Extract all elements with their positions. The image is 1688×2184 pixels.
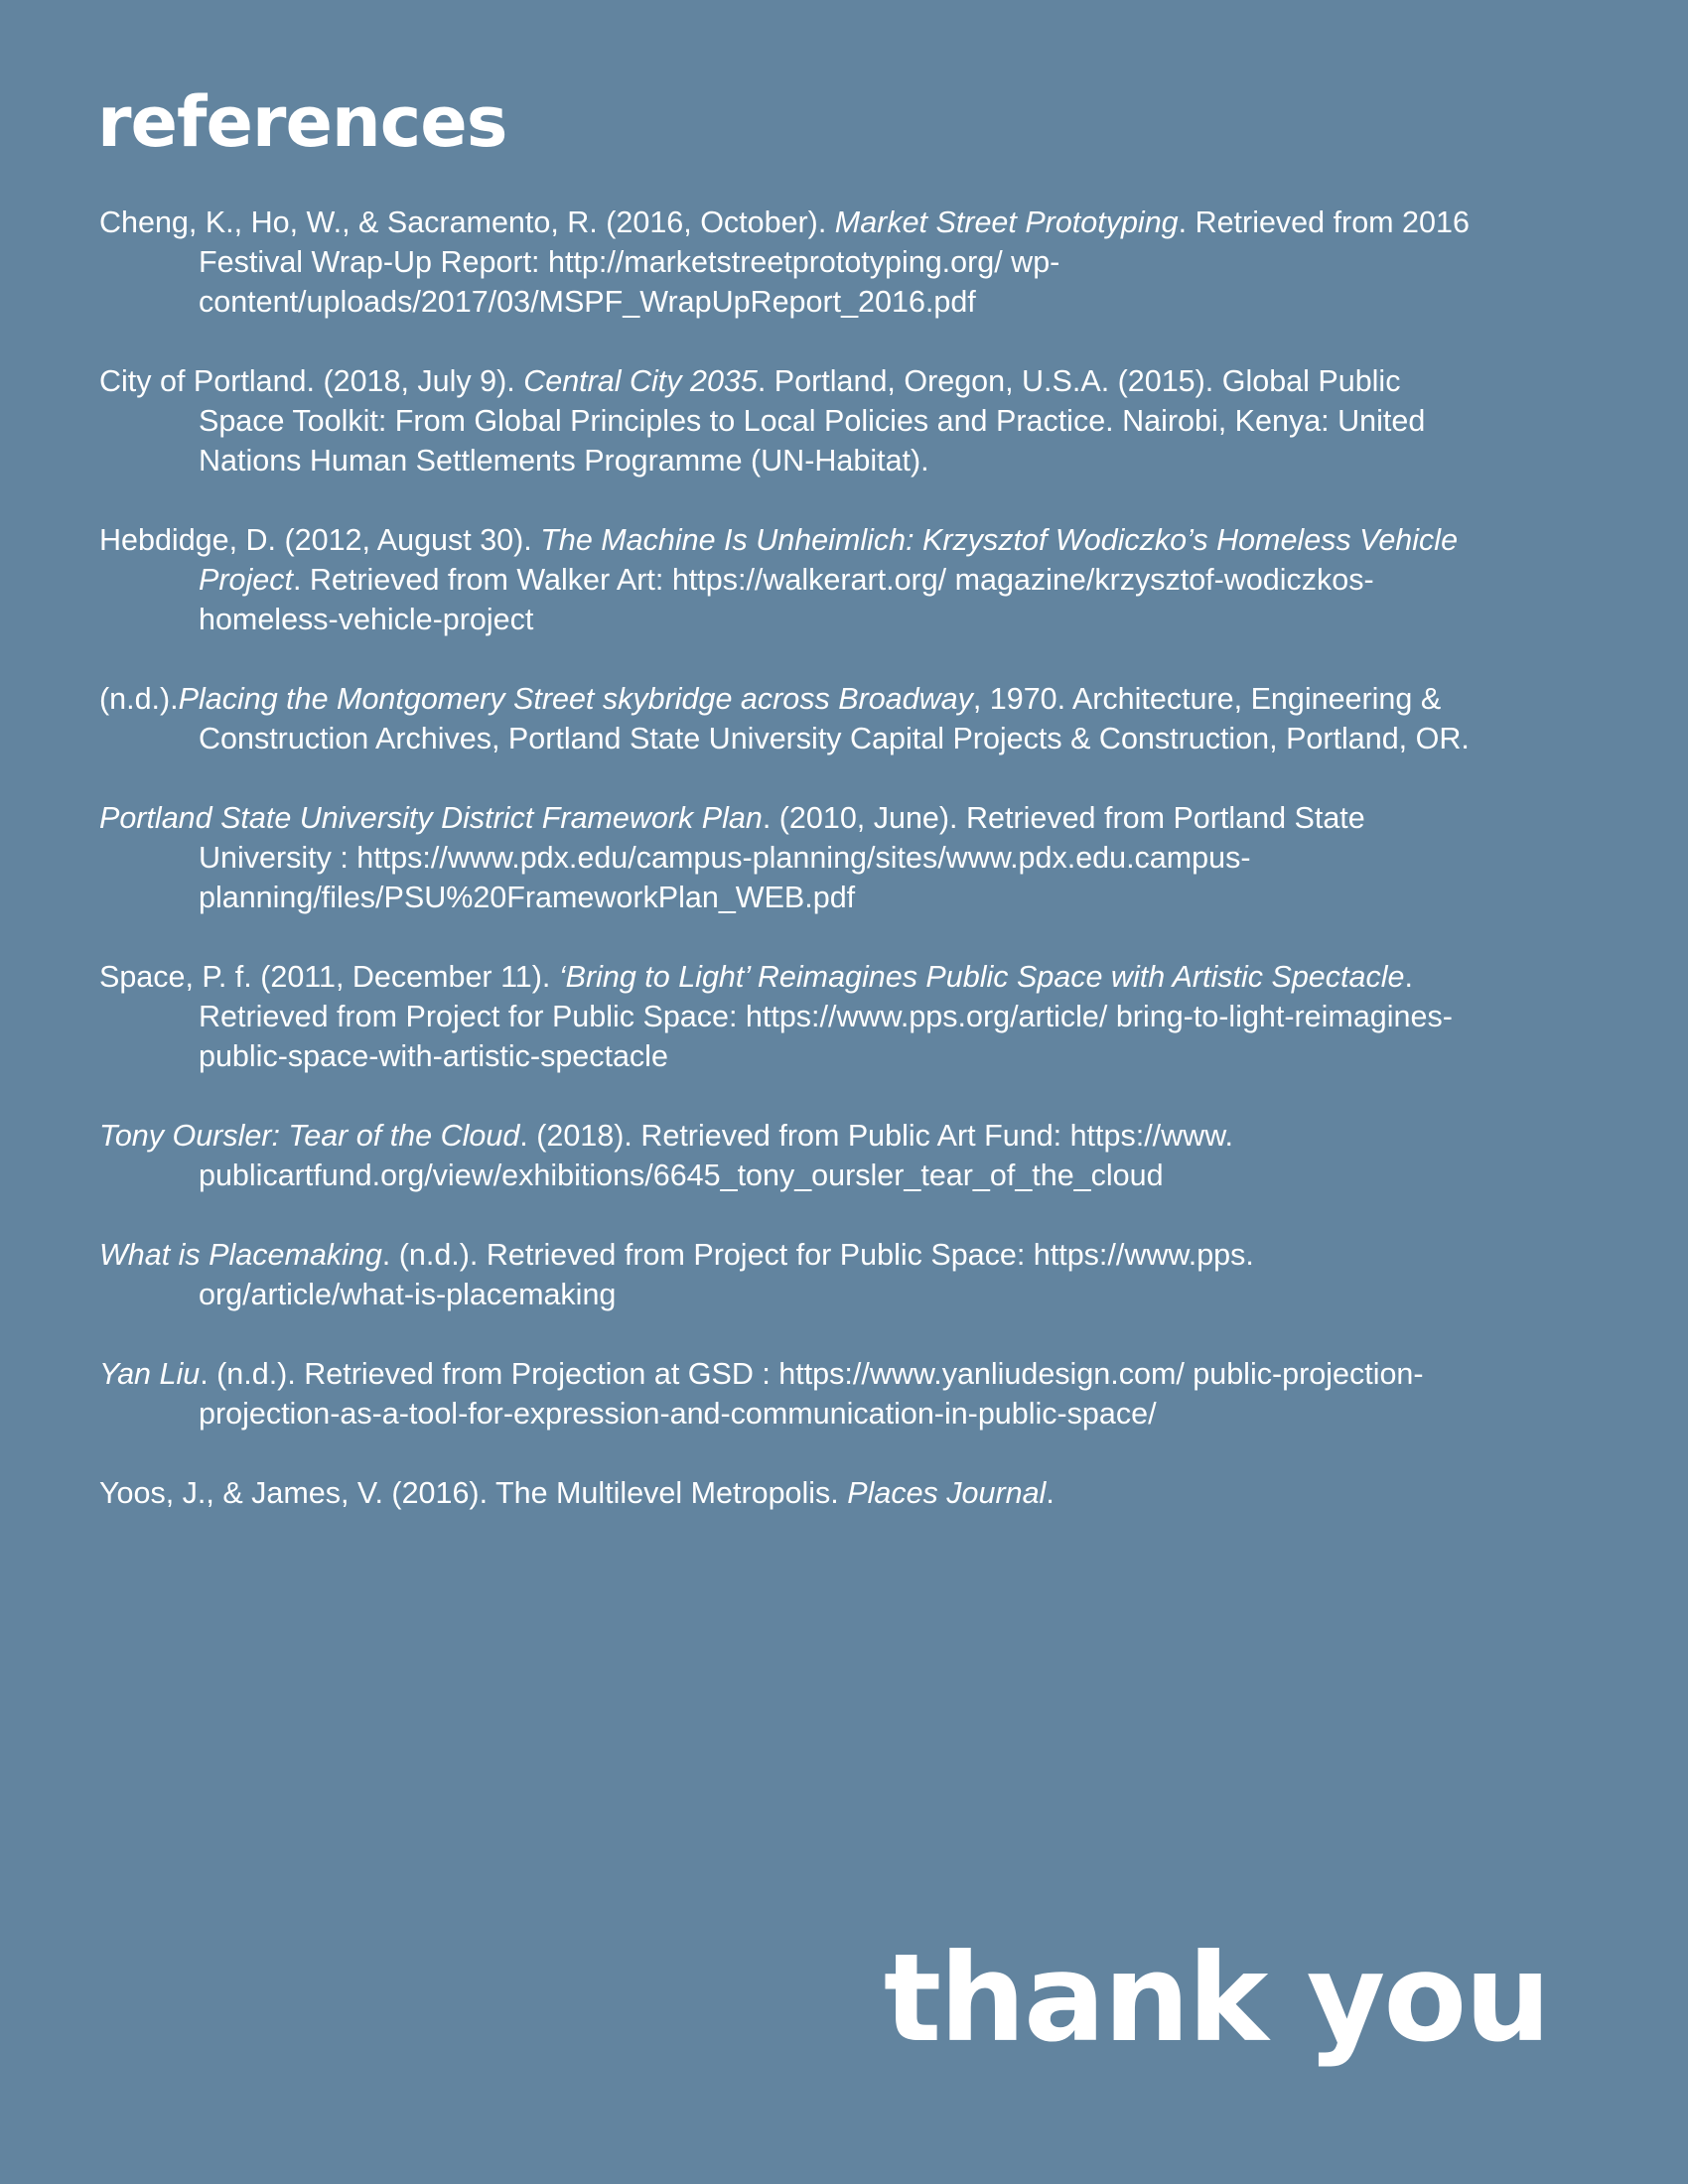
reference-entry — [99, 798, 1470, 917]
reference-title: What is Placemaking — [99, 1238, 382, 1272]
reference-list — [99, 203, 1470, 1553]
reference-text: . (2018). Retrieved from Public Art Fund: https://www. publicartfund.org/view/exhibitions/6645_tony_oursler_tear_of_the_cloud — [199, 1119, 1234, 1192]
reference-text: . Portland, Oregon, U.S.A. (2015). Global Public Space Toolkit: From Global Principles to Local Policies and Practice. Nairobi, Kenya: United Nations Human Settlements Programme (UN-Habitat). — [199, 364, 1426, 478]
reference-title: Market Street Prototyping — [834, 205, 1179, 239]
reference-entry — [99, 203, 1470, 322]
reference-entry — [99, 1354, 1470, 1433]
reference-text: Hebdidge, D. (2012, August 30). — [99, 523, 541, 557]
reference-title: Placing the Montgomery Street skybridge across Broadway — [178, 682, 973, 716]
reference-text: . (n.d.). Retrieved from Project for Public Space: https://www.pps. org/article/what-is-placemaking — [199, 1238, 1254, 1311]
reference-entry — [99, 361, 1470, 480]
reference-title: Central City 2035 — [523, 364, 758, 398]
reference-text: . (n.d.). Retrieved from Projection at GSD : https://www.yanliudesign.com/ public-projection-projection-as-a-tool-for-expression-and-communication-in-public-space/ — [199, 1357, 1424, 1431]
reference-entry — [99, 520, 1470, 639]
reference-title: Yan Liu — [99, 1357, 201, 1391]
reference-text: . Retrieved from Project for Public Space: https://www.pps.org/article/ bring-to-light-reimagines-public-space-with-artistic-spectacle — [199, 960, 1453, 1073]
reference-entry — [99, 1116, 1470, 1195]
reference-title: ‘Bring to Light’ Reimagines Public Space with Artistic Spectacle — [558, 960, 1405, 994]
reference-text: City of Portland. (2018, July 9). — [99, 364, 524, 398]
reference-text: Cheng, K., Ho, W., & Sacramento, R. (2016, October). — [99, 205, 835, 239]
reference-title: The Machine Is Unheimlich: Krzysztof Wodiczko’s Homeless Vehicle Project — [199, 523, 1459, 597]
reference-text: . — [1046, 1476, 1055, 1510]
reference-entry — [99, 1473, 1470, 1513]
page-heading: references — [97, 81, 507, 163]
reference-text: . Retrieved from Walker Art: https://walkerart.org/ magazine/krzysztof-wodiczkos-homeless-vehicle-project — [199, 563, 1374, 636]
reference-text: Space, P. f. (2011, December 11). — [99, 960, 559, 994]
closing-message: thank you — [883, 1928, 1549, 2069]
reference-text: , 1970. Architecture, Engineering & Construction Archives, Portland State University Capital Projects & Construction, Portland, OR. — [199, 682, 1470, 755]
reference-entry — [99, 957, 1470, 1076]
reference-entry — [99, 679, 1470, 758]
reference-text: . Retrieved from 2016 Festival Wrap-Up Report: http://marketstreetprototyping.org/ wp-content/uploads/2017/03/MSPF_WrapUpReport_2016.pdf — [199, 205, 1470, 319]
reference-text: Yoos, J., & James, V. (2016). The Multilevel Metropolis. — [99, 1476, 848, 1510]
reference-text: (n.d.). — [99, 682, 179, 716]
reference-title: Portland State University District Framework Plan — [99, 801, 763, 835]
reference-title: Tony Oursler: Tear of the Cloud — [99, 1119, 520, 1153]
reference-text: . (2010, June). Retrieved from Portland State University : https://www.pdx.edu/campus-planning/sites/www.pdx.edu.campus-planning/files/PSU%20FrameworkPlan_WEB.pdf — [199, 801, 1365, 914]
reference-entry — [99, 1235, 1470, 1314]
reference-title: Places Journal — [847, 1476, 1047, 1510]
